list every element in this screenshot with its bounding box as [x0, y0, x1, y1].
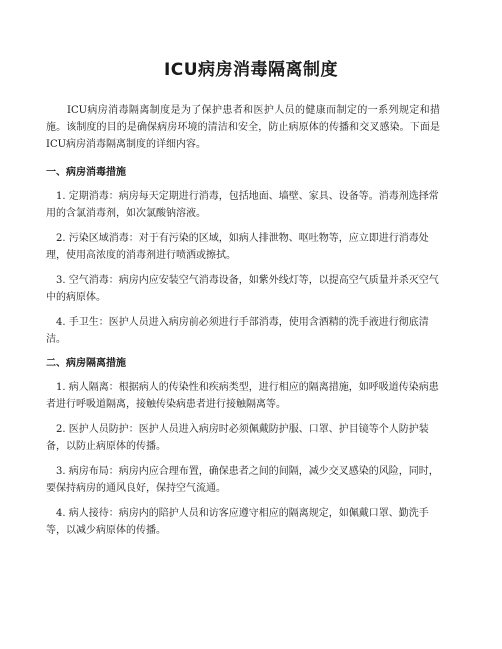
list-item: 4. 病人接待：病房内的陪护人员和访客应遵守相应的隔离规定，如佩戴口罩、勤洗手等，以减少病原体的传播。 — [46, 508, 429, 536]
list-item: 1. 病人隔离：根据病人的传染性和疾病类型，进行相应的隔离措施，如呼吸道传染病患者进行呼吸道隔离，接触传染病患者进行接触隔离等。 — [46, 382, 439, 410]
list-item: 3. 空气消毒：病房内应安装空气消毒设备，如紫外线灯等，以提高空气质量并杀灭空气中的病原体。 — [46, 275, 439, 303]
section-isolation — [46, 356, 444, 539]
page-title: ICU病房消毒隔离制度 — [163, 60, 339, 80]
intro-paragraph: ICU病房消毒隔离制度是为了保护患者和医护人员的健康而制定的一系列规定和措施。该制度的目的是确保病房环境的清洁和安全，防止病原体的传播和交叉感染。下面是ICU病房消毒隔离制度的详细内容。 — [46, 105, 440, 150]
list-item: 2. 污染区域消毒：对于有污染的区域，如病人排泄物、呕吐物等，应立即进行消毒处理，使用高浓度的消毒剂进行喷洒或擦拭。 — [46, 233, 429, 261]
section-disinfection — [46, 165, 444, 348]
list-item: 1. 定期消毒：病房每天定期进行消毒，包括地面、墙壁、家具、设备等。消毒剂选择常用的含氯消毒剂，如次氯酸钠溶液。 — [46, 191, 439, 219]
list-item: 2. 医护人员防护：医护人员进入病房时必须佩戴防护服、口罩、护目镜等个人防护装备，以防止病原体的传播。 — [46, 424, 429, 452]
section-heading: 二、病房隔离措施 — [46, 358, 126, 369]
section-heading: 一、病房消毒措施 — [46, 167, 126, 178]
list-item: 3. 病房布局：病房内应合理布置，确保患者之间的间隔，减少交叉感染的风险，同时，要保持病房的通风良好，保持空气流通。 — [46, 466, 439, 494]
list-item: 4. 手卫生：医护人员进入病房前必须进行手部消毒，使用含酒精的洗手液进行彻底清洁。 — [46, 317, 429, 345]
